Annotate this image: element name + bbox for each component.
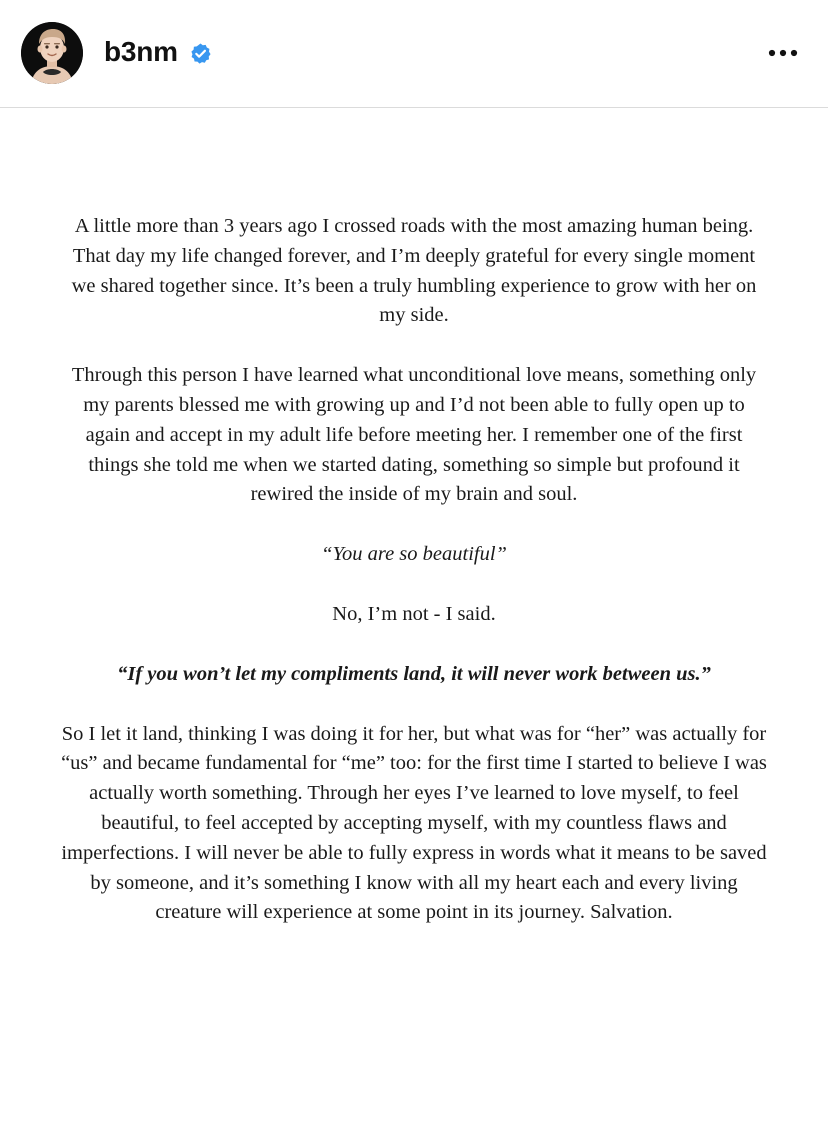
post-header [0, 0, 828, 108]
reply-line: No, I’m not - I said. [332, 602, 496, 625]
paragraph-closing: So I let it land, thinking I was doing it for her, but what was for “her” was actually for “us” and became fundamental for “me” too: for the first time I started to believe I was actually worth something. Through her eyes I’ve learned to love myself, to feel beautiful, to feel accepted by accepting myself, with my countless flaws and imperfections. I will never be able to fully express in words what it means to be saved by someone, and it’s something I know with all my heart each and every living creature will experience at some point in its journey. Salvation. [61, 722, 767, 924]
quote-compliments: “If you won’t let my compliments land, it will never work between us.” [117, 662, 711, 685]
paragraph-2: Through this person I have learned what unconditional love means, something only my parents blessed me with growing up and I’d not been able to fully open up to again and accept in my adult life before meeting her. I remember one of the first things she told me when we started dating, something so simple but profound it rewired the inside of my brain and soul. [71, 364, 757, 506]
memoji-avatar-icon [21, 22, 83, 84]
username[interactable]: b3nm [104, 36, 178, 67]
quote-beautiful: “You are so beautiful” [321, 543, 507, 566]
post-text [60, 212, 768, 958]
verified-badge-icon [189, 42, 212, 65]
paragraph-1: A little more than 3 years ago I crossed roads with the most amazing human being. That day my life changed forever, and I’m deeply grateful for every single moment we shared together since. It’s been a truly humbling experience to grow with her on my side. [71, 215, 757, 327]
profile-avatar[interactable] [21, 22, 83, 84]
more-options-icon[interactable] [766, 42, 800, 64]
